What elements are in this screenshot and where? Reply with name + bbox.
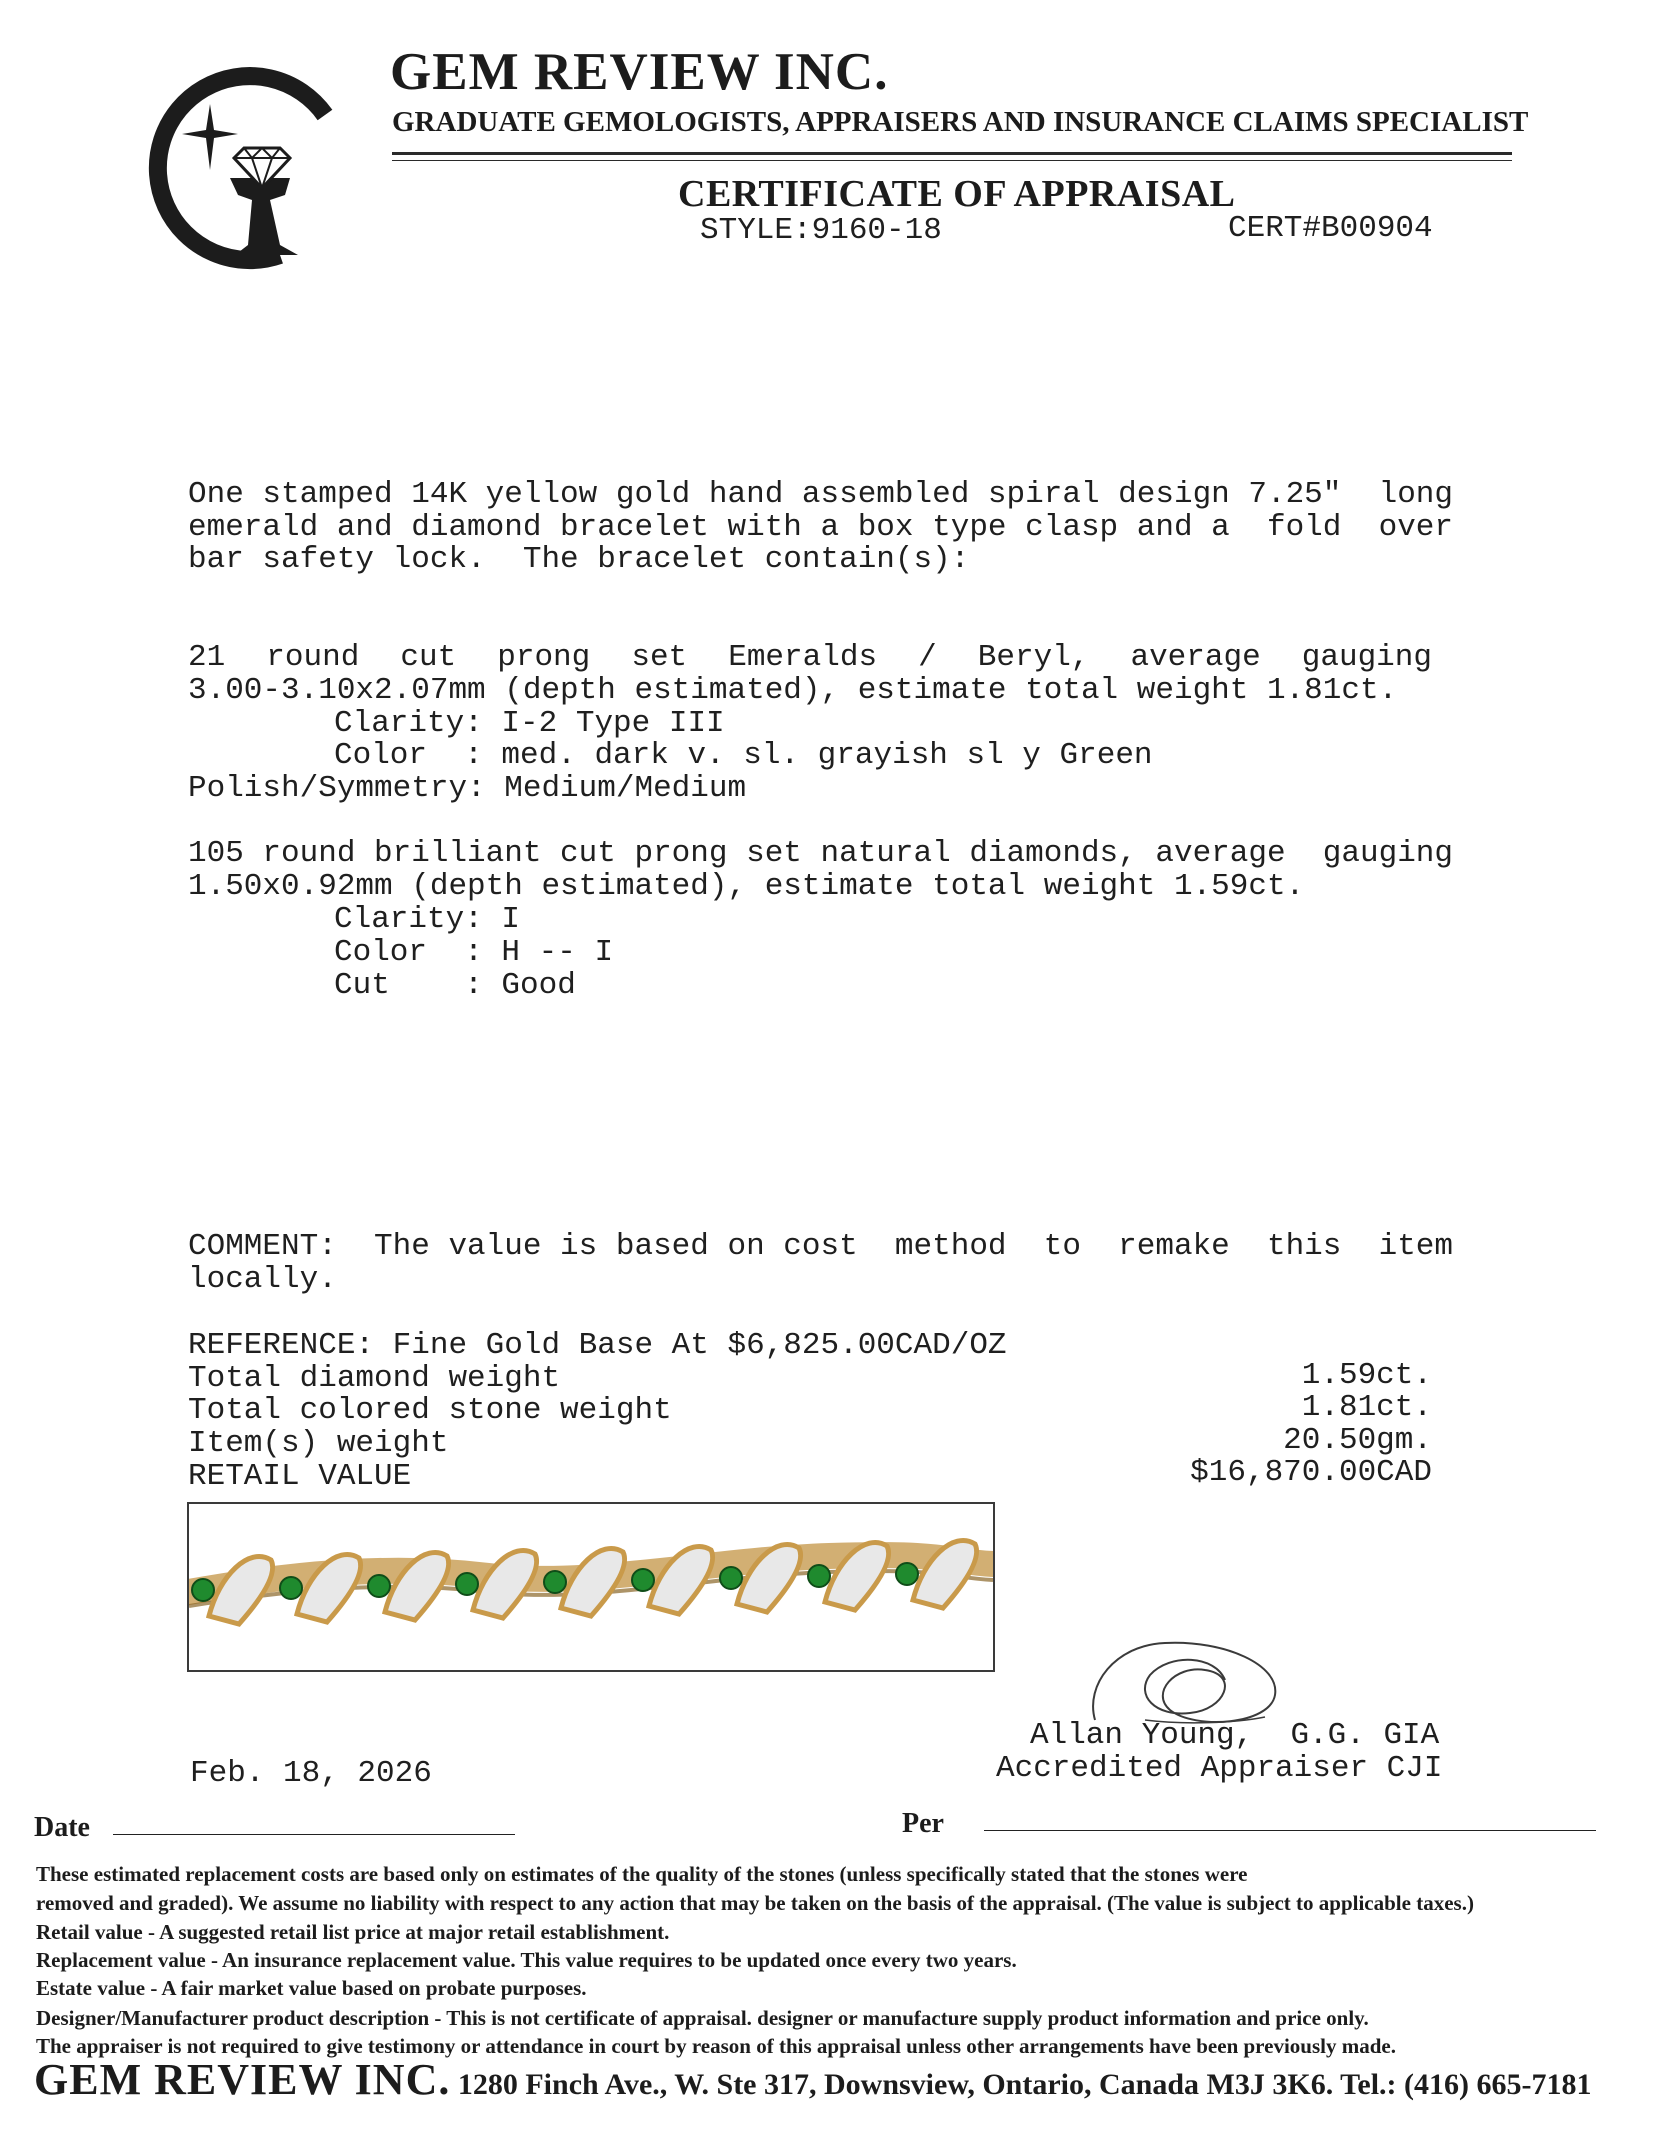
summary-label: Total diamond weight (188, 1361, 561, 1396)
disclaimer-line: The appraiser is not required to give testimony or attendance in court by reason of this appraisal unless other arrangements have been previously made. (36, 2034, 1396, 2058)
reference-line: REFERENCE: Fine Gold Base At $6,825.00CAD/OZ (188, 1328, 1007, 1363)
appraiser-name: Allan Young, G.G. GIA (1030, 1718, 1440, 1753)
certificate-number: CERT#B00904 (1228, 211, 1433, 246)
summary-value: 1.81ct. (1301, 1390, 1432, 1425)
diamond-color: Color : H -- I (334, 935, 614, 970)
emerald-color: Color : med. dark v. sl. grayish sl y Green (334, 738, 1153, 773)
bracelet-emerald (456, 1573, 478, 1595)
header-rule (392, 152, 1512, 155)
footer-company-name: GEM REVIEW INC. (34, 2055, 451, 2104)
summary-value: 20.50gm. (1283, 1423, 1432, 1458)
per-line (984, 1830, 1596, 1831)
diamond-cut: Cut : Good (334, 968, 576, 1003)
disclaimer-line: Retail value - A suggested retail list price at major retail establishment. (36, 1920, 670, 1944)
date-label: Date (34, 1812, 90, 1843)
bracelet-emerald (544, 1571, 566, 1593)
summary-value: 1.59ct. (1301, 1358, 1432, 1393)
summary-label: Item(s) weight (188, 1426, 449, 1461)
footer-address: 1280 Finch Ave., W. Ste 317, Downsview, Ontario, Canada M3J 3K6. Tel.: (416) 665-7181 (450, 2068, 1592, 2101)
disclaimer-line: removed and graded). We assume no liability with respect to any action that may be taken on the basis of the appraisal. (The value is subject to applicable taxes.) (36, 1891, 1474, 1915)
emerald-polish: Polish/Symmetry: Medium/Medium (188, 771, 747, 806)
diamond-line: 105 round brilliant cut prong set natural diamonds, average gauging (188, 836, 1454, 871)
disclaimer-line: Replacement value - An insurance replacement value. This value requires to be updated once every two years. (36, 1948, 1017, 1972)
description-line: emerald and diamond bracelet with a box type clasp and a fold over (188, 510, 1454, 545)
diamond-gauging: 1.50x0.92mm (depth estimated), estimate total weight 1.59ct. (188, 869, 1305, 904)
description-line: bar safety lock. The bracelet contain(s): (188, 542, 970, 577)
disclaimer-line: These estimated replacement costs are based only on estimates of the quality of the stones (unless specifically stated that the stones were (36, 1862, 1248, 1886)
bracelet-emerald (720, 1567, 742, 1589)
comment-line: COMMENT: The value is based on cost method to remake this item (188, 1229, 1454, 1264)
bracelet-emerald (280, 1577, 302, 1599)
diamond-clarity: Clarity: I (334, 902, 521, 937)
emerald-line: 21 round cut prong set Emeralds / Beryl, average gauging (188, 640, 1432, 675)
bracelet-photo (187, 1502, 995, 1672)
footer-company-address (34, 2054, 1592, 2105)
retail-value-label: RETAIL VALUE (188, 1459, 412, 1494)
disclaimer-line: Estate value - A fair market value based on probate purposes. (36, 1976, 587, 2000)
comment-line: locally. (188, 1262, 337, 1297)
bracelet-emerald (896, 1563, 918, 1585)
appraisal-date: Feb. 18, 2026 (190, 1756, 432, 1791)
header-rule-thin (392, 160, 1512, 161)
description-line: One stamped 14K yellow gold hand assembled spiral design 7.25" long (188, 477, 1454, 512)
bracelet-emerald (632, 1569, 654, 1591)
appraiser-title: Accredited Appraiser CJI (996, 1751, 1443, 1786)
retail-value: $16,870.00CAD (1190, 1455, 1432, 1490)
summary-label: Total colored stone weight (188, 1393, 672, 1428)
bracelet-emerald (808, 1565, 830, 1587)
bracelet-emerald (368, 1575, 390, 1597)
emerald-clarity: Clarity: I-2 Type III (334, 706, 725, 741)
per-label: Per (902, 1808, 944, 1839)
emerald-gauging: 3.00-3.10x2.07mm (depth estimated), estimate total weight 1.81ct. (188, 673, 1398, 708)
disclaimer-line: Designer/Manufacturer product description - This is not certificate of appraisal. designer or manufacture supply product information and price only. (36, 2006, 1369, 2030)
company-name: GEM REVIEW INC. (390, 43, 889, 101)
date-line (113, 1834, 515, 1835)
company-tagline: GRADUATE GEMOLOGISTS, APPRAISERS AND INSURANCE CLAIMS SPECIALIST (392, 106, 1529, 138)
company-logo (130, 60, 340, 270)
certificate-title: CERTIFICATE OF APPRAISAL (678, 173, 1236, 215)
bracelet-emerald (192, 1579, 214, 1601)
style-number: STYLE:9160-18 (700, 213, 942, 248)
